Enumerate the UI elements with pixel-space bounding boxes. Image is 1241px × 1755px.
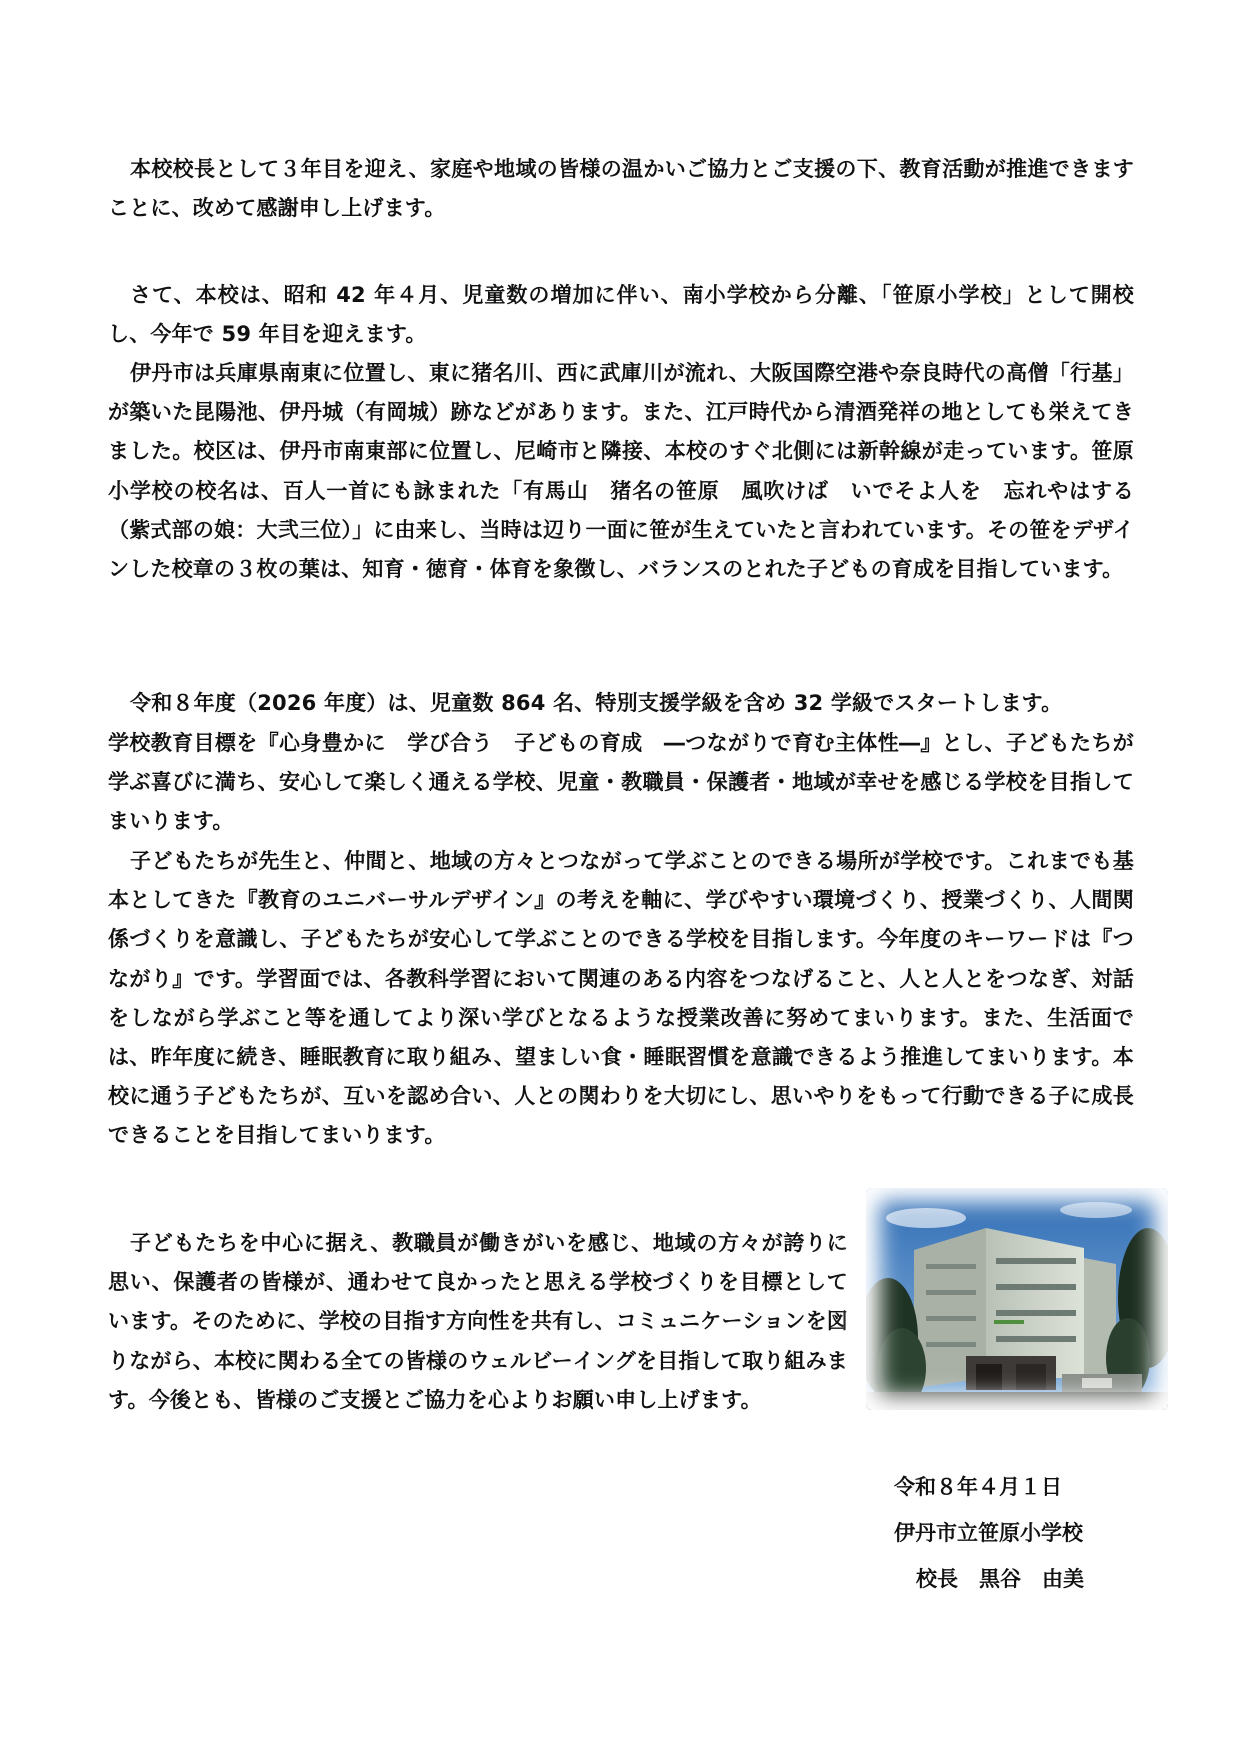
paragraph-region: 伊丹市は兵庫県南東に位置し、東に猪名川、西に武庫川が流れ、大阪国際空港や奈良時代の高僧「行基」が築いた昆陽池、伊丹城（有岡城）跡などがあります。また、江戸時代から清酒発祥の地としても栄えてきました。校区は、伊丹市南東部に位置し、尼崎市と隣接、本校のすぐ北側には新幹線が走っています。笹原小学校の校名は、百人一首にも詠まれた「有馬山 猪名の笹原 風吹けば いでそよ人を 忘れやはする（紫式部の娘：大弐三位）」に由来し、当時は辺り一面に笹が生えていたと言われています。その笹をデザインした校章の３枚の葉は、知育・徳育・体育を象徴し、バランスのとれた子どもの育成を目指しています。: [108, 361, 1134, 582]
signature-school: 伊丹市立笹原小学校: [894, 1521, 1083, 1545]
paragraph-closing: 子どもたちを中心に据え、教職員が働きがいを感じ、地域の方々が誇りに思い、保護者の皆様が、通わせて良かったと思える学校づくりを目標としています。そのために、学校の目指す方向性を共有し、コミュニケーションを図りながら、本校に関わる全ての皆様のウェルビーイングを目指して取り組みます。今後とも、皆様のご支援とご協力を心よりお願い申し上げます。: [108, 1231, 848, 1412]
paragraph-enrollment: 令和８年度（2026 年度）は、児童数 864 名、特別支援学級を含め 32 学級でスタートします。: [130, 691, 1063, 715]
paragraph-goals: 学校教育目標を『心身豊かに 学び合う 子どもの育成 ―つながりで育む主体性―』とし、子どもたちが学ぶ喜びに満ち、安心して楽しく通える学校、児童・教職員・保護者・地域が幸せを感じる学校を目指してまいります。: [108, 731, 1134, 834]
signature-principal: 校長 黒谷 由美: [916, 1567, 1084, 1591]
paragraph-policy: 子どもたちが先生と、仲間と、地域の方々とつながって学ぶことのできる場所が学校です。これまでも基本としてきた『教育のユニバーサルデザイン』の考えを軸に、学びやすい環境づくり、授業づくり、人間関係づくりを意識し、子どもたちが安心して学ぶことのできる学校を目指します。今年度のキーワードは『つながり』です。学習面では、各教科学習において関連のある内容をつなげること、人と人とをつなぎ、対話をしながら学ぶこと等を通してより深い学びとなるような授業改善に努めてまいります。また、生活面では、昨年度に続き、睡眠教育に取り組み、望ましい食・睡眠習慣を意識できるよう推進してまいります。本校に通う子どもたちが、互いを認め合い、人との関わりを大切にし、思いやりをもって行動できる子に成長できることを目指してまいります。: [108, 849, 1134, 1148]
paragraph-history: さて、本校は、昭和 42 年４月、児童数の増加に伴い、南小学校から分離、「笹原小学校」として開校し、今年で 59 年目を迎えます。: [108, 283, 1134, 347]
school-building-photo: [866, 1188, 1168, 1410]
paragraph-greeting: 本校校長として３年目を迎え、家庭や地域の皆様の温かいご協力とご支援の下、教育活動が推進できますことに、改めて感謝申し上げます。: [108, 157, 1134, 221]
signature-date: 令和８年４月１日: [894, 1475, 1062, 1499]
